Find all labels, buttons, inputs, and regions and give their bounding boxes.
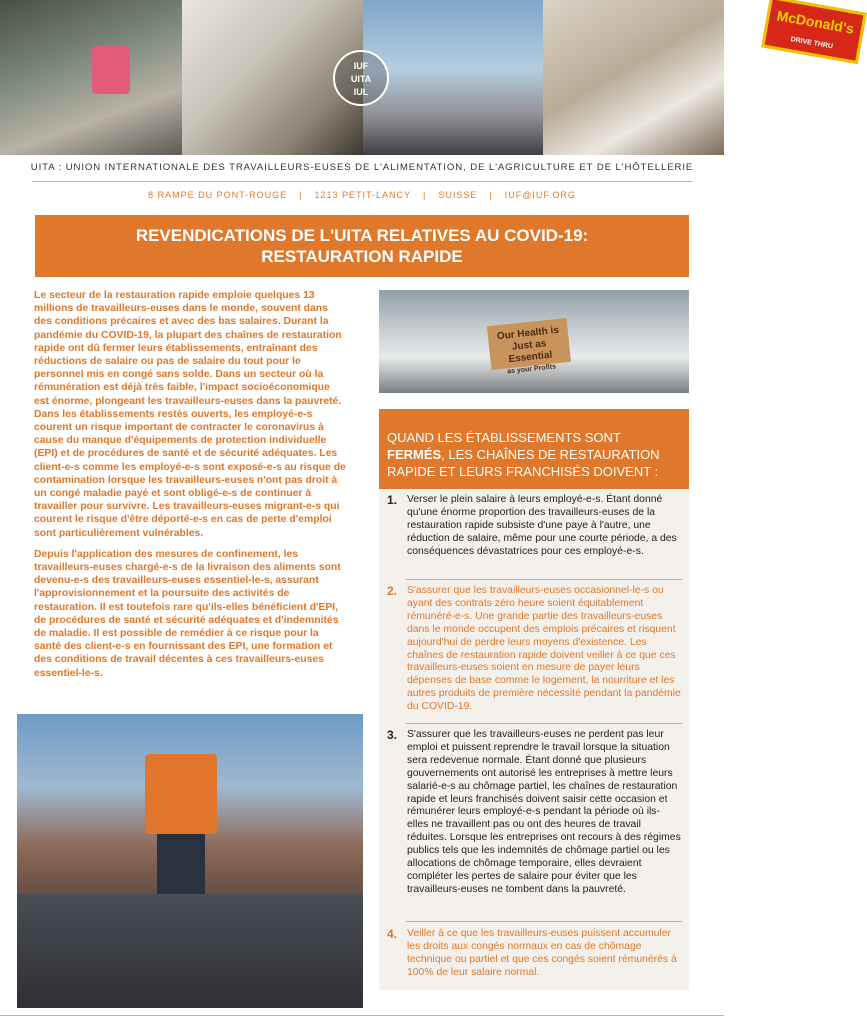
address-line: 8 RAMPE DU PONT-ROUGE | 1213 PETIT-LANCY | SUISSE | IUF@IUF.ORG (148, 190, 576, 200)
item-divider (406, 579, 682, 580)
demand-item-2: 2. S'assurer que les travailleurs-euses occasionnel-le-s ou ayant des contrats zéro heure soient équitablement rémunéré-e-s. Une grande partie des travailleurs-euses dans le monde occupent des emplois précaires et risquent aujourd'hui de perdre leurs moyens d'existence. Les chaînes de restauration rapide doivent veiller à ce que ces travailleurs-euses soient en mesure de payer leurs dépenses de base comme le logement, la nourriture et les autres produits de première nécessité pendant la pandémie du COVID-19. (387, 584, 681, 713)
intro-paragraph-1: Le secteur de la restauration rapide emploie quelques 13 millions de travailleurs-euses dans le monde, souvent dans des conditions précaires et avec des bas salaires. Durant la pandémie du COVID-19, la plupart des chaînes de restauration rapide ont dû fermer leurs établissements, entraînant des réductions de salaire ou pas de salaire du tout pour le personnel mis en congé sans solde. Dans un secteur où la rémunération est déjà très faible, l'impact socioéconomique est énorme, plongeant les travailleurs-euses dans la pauvreté. Dans les établissements restés ouverts, les employé-e-s courent un risque important de contracter le coronavirus à cause du manque d'équipements de protection individuelle (EPI) et de procédures de santé et de sécurité adéquates. Les client-e-s comme les employé-e-s sont exposé-e-s au risque de contamination lorsque les travailleurs-euses n'ont pas droit à un congé maladie payé et sont obligé-e-s de continuer à travailler pour survivre. Les travailleurs-euses migrant-e-s qui courent le risque d'être déporté-e-s en cas de perte d'emploi sont particulièrement vulnérables. (34, 290, 346, 539)
intro-text (34, 289, 346, 688)
mcdonalds-sign: McDonald's DRIVE THRU (761, 0, 867, 64)
demand-item-1: 1. Verser le plein salaire à leurs employé-e-s. Étant donné qu'une énorme proportion des travailleurs-euses de la restauration rapide subsiste d'une paye à l'autre, une réduction de salaire, même pour une courte période, a des conséquences dévastatrices pour ces employé-e-s. (387, 493, 677, 557)
demand-item-4: 4. Veiller à ce que les travailleurs-euses puissent accumuler les droits aux congés normaux en cas de chômage technique ou partiel et que ces congés soient rémunérés à 100% de leur salaire normal. (387, 927, 677, 978)
org-name: UITA : UNION INTERNATIONALE DES TRAVAILLEURS-EUSES DE L'ALIMENTATION, DE L'AGRICULTURE ET DE L'HÔTELLERIE (30, 162, 694, 173)
delivery-backpack (145, 754, 217, 834)
intro-paragraph-2: Depuis l'application des mesures de confinement, les travailleurs-euses chargé-e-s de la livraison des aliments sont devenu-e-s des travailleurs-euses essentiel-le-s, assurant l'approvisionnement et la poursuite des activités de restauration. Il est toutefois rare qu'ils-elles bénéficient d'EPI, de procédures de santé et sécurité adéquates et d'indemnités de maladie. Il est possible de remédier à ce risque pour la santé des client-e-s en fournissant des EPI, une formation et des conditions de travail décentes à ces travailleurs-euses essentiel-le-s. (34, 548, 341, 679)
address-city: 1213 PETIT-LANCY (314, 190, 412, 200)
photo-delivery-street (17, 714, 363, 1008)
protest-sign: Our Health is Just as Essential as your Profits (487, 318, 571, 370)
cyclist-backpack (92, 46, 130, 94)
footer-divider (0, 1015, 724, 1016)
item-divider (406, 723, 682, 724)
photo-mcdonalds-worker (363, 0, 856, 155)
address-street: 8 RAMPE DU PONT-ROUGE (148, 190, 288, 200)
photo-delivery-cyclist (0, 0, 182, 155)
street (17, 894, 363, 1008)
iuf-logo: IUF UITA IUL (333, 50, 389, 106)
photo-car-sign (379, 290, 689, 393)
photo-kitchen-workers (543, 0, 724, 155)
header-divider (32, 181, 692, 182)
page-title: REVENDICATIONS DE L'UITA RELATIVES AU COVID-19: RESTAURATION RAPIDE (35, 215, 689, 277)
address-country: SUISSE (438, 190, 478, 200)
demand-item-3: 3. S'assurer que les travailleurs-euses ne perdent pas leur emploi et puissent reprendre le travail lorsque la situation sera redevenue normale. Étant donné que plusieurs gouvernements ont autorisé les entreprises à mettre leurs salarié-e-s au chômage partiel, les chaînes de restauration rapide et leurs franchisés doivent saisir cette occasion et rémunérer leurs employé-e-s pendant la période où ils-elles ne travaillent pas ou ont des heures de travail réduites. Lorsque les entreprises ont recours à des régimes publics tels que les indemnités de chômage partiel ou les allocations de chômage temporaire, elles devraient compléter les pertes de salaire pour éviter que les travailleurs-euses ne tombent dans la pauvreté. (387, 728, 681, 895)
email-link[interactable]: IUF@IUF.ORG (504, 190, 576, 200)
demands-heading: QUAND LES ÉTABLISSEMENTS SONT FERMÉS, LES CHAÎNES DE RESTAURATION RAPIDE ET LEURS FRANCHISÉS DOIVENT : (379, 409, 689, 489)
item-divider (406, 921, 682, 922)
